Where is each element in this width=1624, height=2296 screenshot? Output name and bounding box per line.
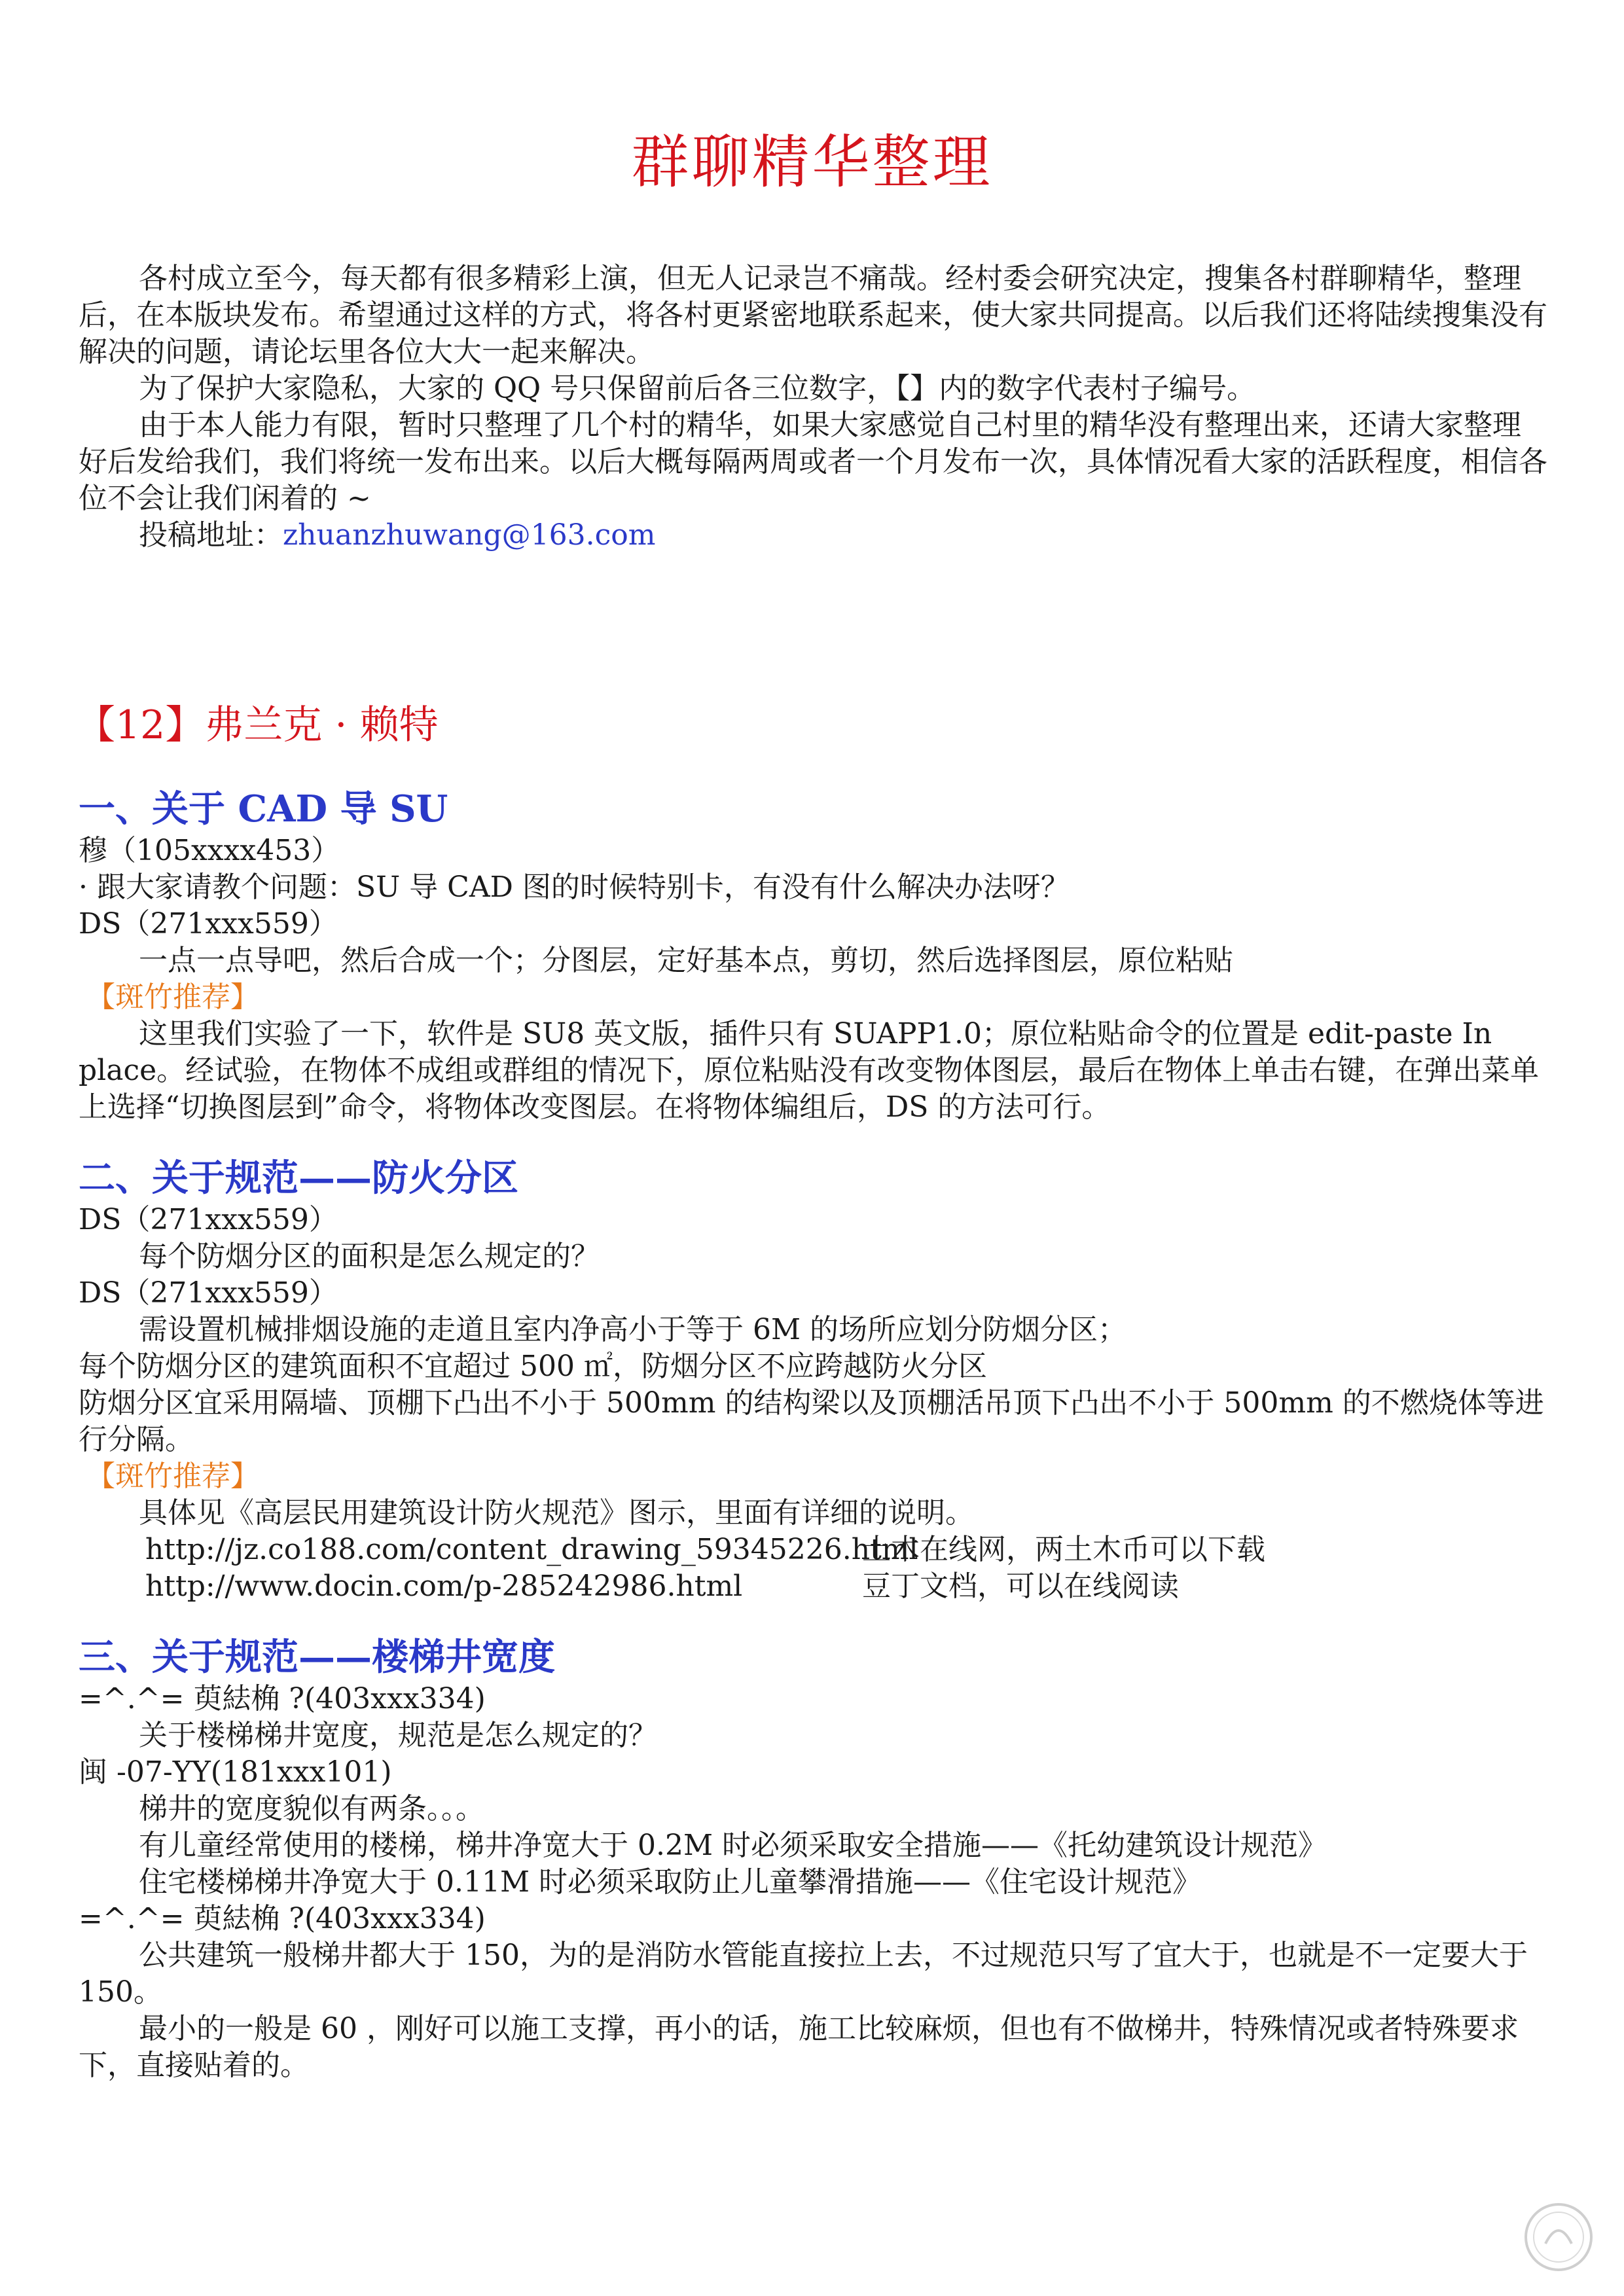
intro-paragraph-1: 各村成立至今，每天都有很多精彩上演，但无人记录岂不痛哉。经村委会研究决定，搜集各村群聊精华，整理后，在本版块发布。希望通过这样的方式，将各村更紧密地联系起来，使大家共同提高。以后我们还将陆续搜集没有解决的问题，请论坛里各位大大一起来解决。 bbox=[79, 262, 1547, 368]
poster-line: 闽 -07-YY(181xxx101) bbox=[79, 1755, 392, 1789]
contact-line bbox=[79, 517, 1548, 554]
reference-row bbox=[79, 1568, 1548, 1605]
contact-label: 投稿地址： bbox=[139, 518, 283, 552]
answer-line: 有儿童经常使用的楼梯，梯井净宽大于 0.2M 时必须采取安全措施——《托幼建筑设计规范》 bbox=[139, 1829, 1327, 1862]
intro-paragraph-3: 由于本人能力有限，暂时只整理了几个村的精华，如果大家感觉自己村里的精华没有整理出来，还请大家整理好后发给我们，我们将统一发布出来。以后大概每隔两周或者一个月发布一次，具体情况看大家的活跃程度，相信各位不会让我们闲着的 ~ bbox=[79, 408, 1547, 515]
poster-line: DS（271xxx559） bbox=[79, 1276, 338, 1310]
intro-paragraph-2: 为了保护大家隐私，大家的 QQ 号只保留前后各三位数字，【】内的数字代表村子编号。 bbox=[139, 372, 1256, 405]
reference-description: 土木在线网，两土木币可以下载 bbox=[862, 1533, 1265, 1566]
answer-line: 一点一点导吧，然后合成一个；分图层，定好基本点，剪切，然后选择图层，原位粘贴 bbox=[139, 944, 1233, 977]
reference-description: 豆丁文档，可以在线阅读 bbox=[862, 1570, 1179, 1603]
section-heading: 一、关于 CAD 导 SU bbox=[79, 787, 448, 831]
reference-link[interactable]: http://www.docin.com/p-285242986.html bbox=[145, 1570, 743, 1603]
answer-line: 梯井的宽度貌似有两条。。。 bbox=[139, 1792, 484, 1825]
answer-line: 防烟分区宜采用隔墙、顶棚下凸出不小于 500mm 的结构梁以及顶棚活吊顶下凸出不小于 500mm 的不燃烧体等进行分隔。 bbox=[79, 1386, 1544, 1456]
recommend-text: 具体见《高层民用建筑设计防火规范》图示，里面有详细的说明。 bbox=[139, 1496, 974, 1530]
page-title: 群聊精华整理 bbox=[631, 128, 993, 196]
reference-link[interactable]: http://jz.co188.com/content_drawing_59345226.html bbox=[145, 1533, 918, 1566]
recommend-label: 【斑竹推荐】 bbox=[86, 980, 259, 1014]
poster-line: 穆（105xxxx453） bbox=[79, 834, 340, 867]
recommend-text: 这里我们实验了一下，软件是 SU8 英文版，插件只有 SUAPP1.0；原位粘贴命令的位置是 edit-paste In place。经试验，在物体不成组或群组的情况下，原位粘贴没有改变物体图层，最后在物体上单击右键，在弹出菜单上选择“切换图层到”命令，将物体改变图层。在将物体编组后，DS 的方法可行。 bbox=[79, 1017, 1540, 1124]
poster-line: DS（271xxx559） bbox=[79, 907, 338, 941]
question-line: 关于楼梯梯井宽度，规范是怎么规定的？ bbox=[139, 1719, 657, 1752]
answer-line: 住宅楼梯梯井净宽大于 0.11M 时必须采取防止儿童攀滑措施——《住宅设计规范》 bbox=[139, 1865, 1201, 1899]
poster-line: =^.^= 萸紶桷 ?(403xxx334) bbox=[79, 1682, 486, 1715]
section-heading: 二、关于规范——防火分区 bbox=[79, 1157, 518, 1200]
watermark-logo-icon bbox=[1519, 2198, 1598, 2276]
content-block bbox=[79, 785, 1548, 2084]
question-line: 每个防烟分区的面积是怎么规定的？ bbox=[139, 1240, 600, 1273]
intro-block bbox=[79, 260, 1548, 554]
poster-line: =^.^= 萸紶桷 ?(403xxx334) bbox=[79, 1902, 486, 1935]
topic-heading: 【12】弗兰克 · 赖特 bbox=[76, 702, 439, 748]
answer-line: 公共建筑一般梯井都大于 150，为的是消防水管能直接拉上去，不过规范只写了宜大于，也就是不一定要大于 150。 bbox=[79, 1939, 1528, 2009]
answer-line: 需设置机械排烟设施的走道且室内净高小于等于 6M 的场所应划分防烟分区； bbox=[139, 1313, 1127, 1346]
poster-line: DS（271xxx559） bbox=[79, 1203, 338, 1236]
answer-line: 最小的一般是 60 ，刚好可以施工支撑，再小的话，施工比较麻烦，但也有不做梯井，特殊情况或者特殊要求下，直接贴着的。 bbox=[79, 2012, 1519, 2082]
section-heading: 三、关于规范——楼梯井宽度 bbox=[79, 1636, 555, 1679]
answer-line: 每个防烟分区的建筑面积不宜超过 500 ㎡，防烟分区不应跨越防火分区 bbox=[79, 1350, 987, 1383]
recommend-label: 【斑竹推荐】 bbox=[86, 1460, 259, 1493]
contact-email-link[interactable]: zhuanzhuwang@163.com bbox=[283, 518, 656, 552]
question-line: · 跟大家请教个问题：SU 导 CAD 图的时候特别卡，有没有什么解决办法呀？ bbox=[79, 870, 1070, 904]
reference-row bbox=[79, 1532, 1548, 1568]
